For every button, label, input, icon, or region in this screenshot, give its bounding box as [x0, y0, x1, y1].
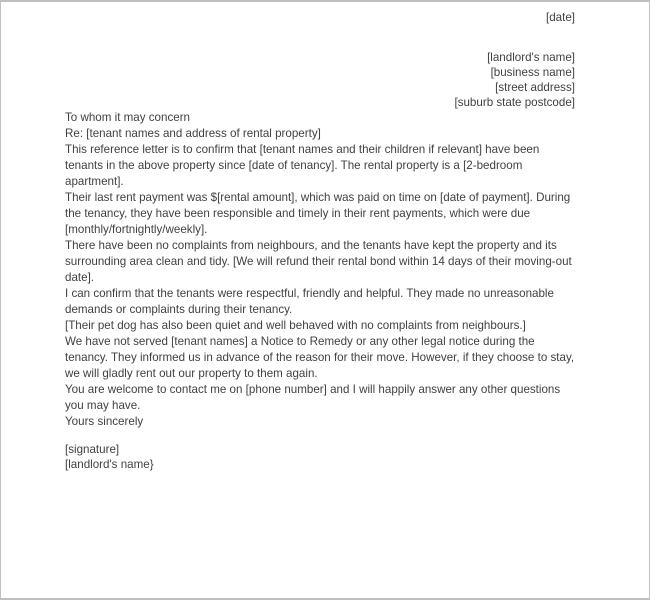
- body-paragraph-contact-info: You are welcome to contact me on [phone number] and I will happily answer any other questions you may have.: [65, 383, 561, 412]
- sender-suburb-state-postcode: [suburb state postcode]: [454, 96, 575, 109]
- salutation: To whom it may concern: [65, 111, 191, 124]
- signature-block: [65, 442, 575, 472]
- subject-line: Re: [tenant names and address of rental property]: [65, 127, 321, 140]
- date-line: [date]: [545, 11, 575, 24]
- sender-street-address: [street address]: [495, 81, 575, 94]
- sender-landlord-name: [landlord's name]: [487, 51, 575, 64]
- body-paragraph-tenant-character: I can confirm that the tenants were respectful, friendly and helpful. They made no unreasonable demands or complaints during their tenancy.: [65, 287, 554, 316]
- body-paragraph-pet-dog: [Their pet dog has also been quiet and well behaved with no complaints from neighbours.]: [65, 319, 526, 332]
- sender-business-name: [business name]: [490, 66, 575, 79]
- body-paragraph-no-legal-notice: We have not served [tenant names] a Notice to Remedy or any other legal notice during the tenancy. They informed us in advance of the reason for their move. However, if they choose to stay, we will gladly rent out our property to them again.: [65, 335, 575, 380]
- letter-content: [1, 2, 575, 472]
- closing: Yours sincerely: [65, 415, 144, 428]
- signature-placeholder: [signature]: [65, 443, 120, 456]
- body-paragraph-no-complaints: There have been no complaints from neighbours, and the tenants have kept the property and its surrounding area clean and tidy. [We will refund their rental bond within 14 days of their moving-out date].: [65, 239, 572, 284]
- body-paragraph-rent-payment: Their last rent payment was $[rental amount], which was paid on time on [date of payment]. During the tenancy, they have been responsible and timely in their rent payments, which were due [monthly/fortnightly/weekly].: [65, 191, 571, 236]
- body-paragraph-tenancy-confirmation: This reference letter is to confirm that [tenant names and their children if relevant] have been tenants in the above property since [date of tenancy]. The rental property is a [2-bedroom apartment].: [65, 143, 540, 188]
- signature-landlord-name: [landlord's name}: [65, 458, 154, 471]
- sender-address-block: [65, 50, 575, 110]
